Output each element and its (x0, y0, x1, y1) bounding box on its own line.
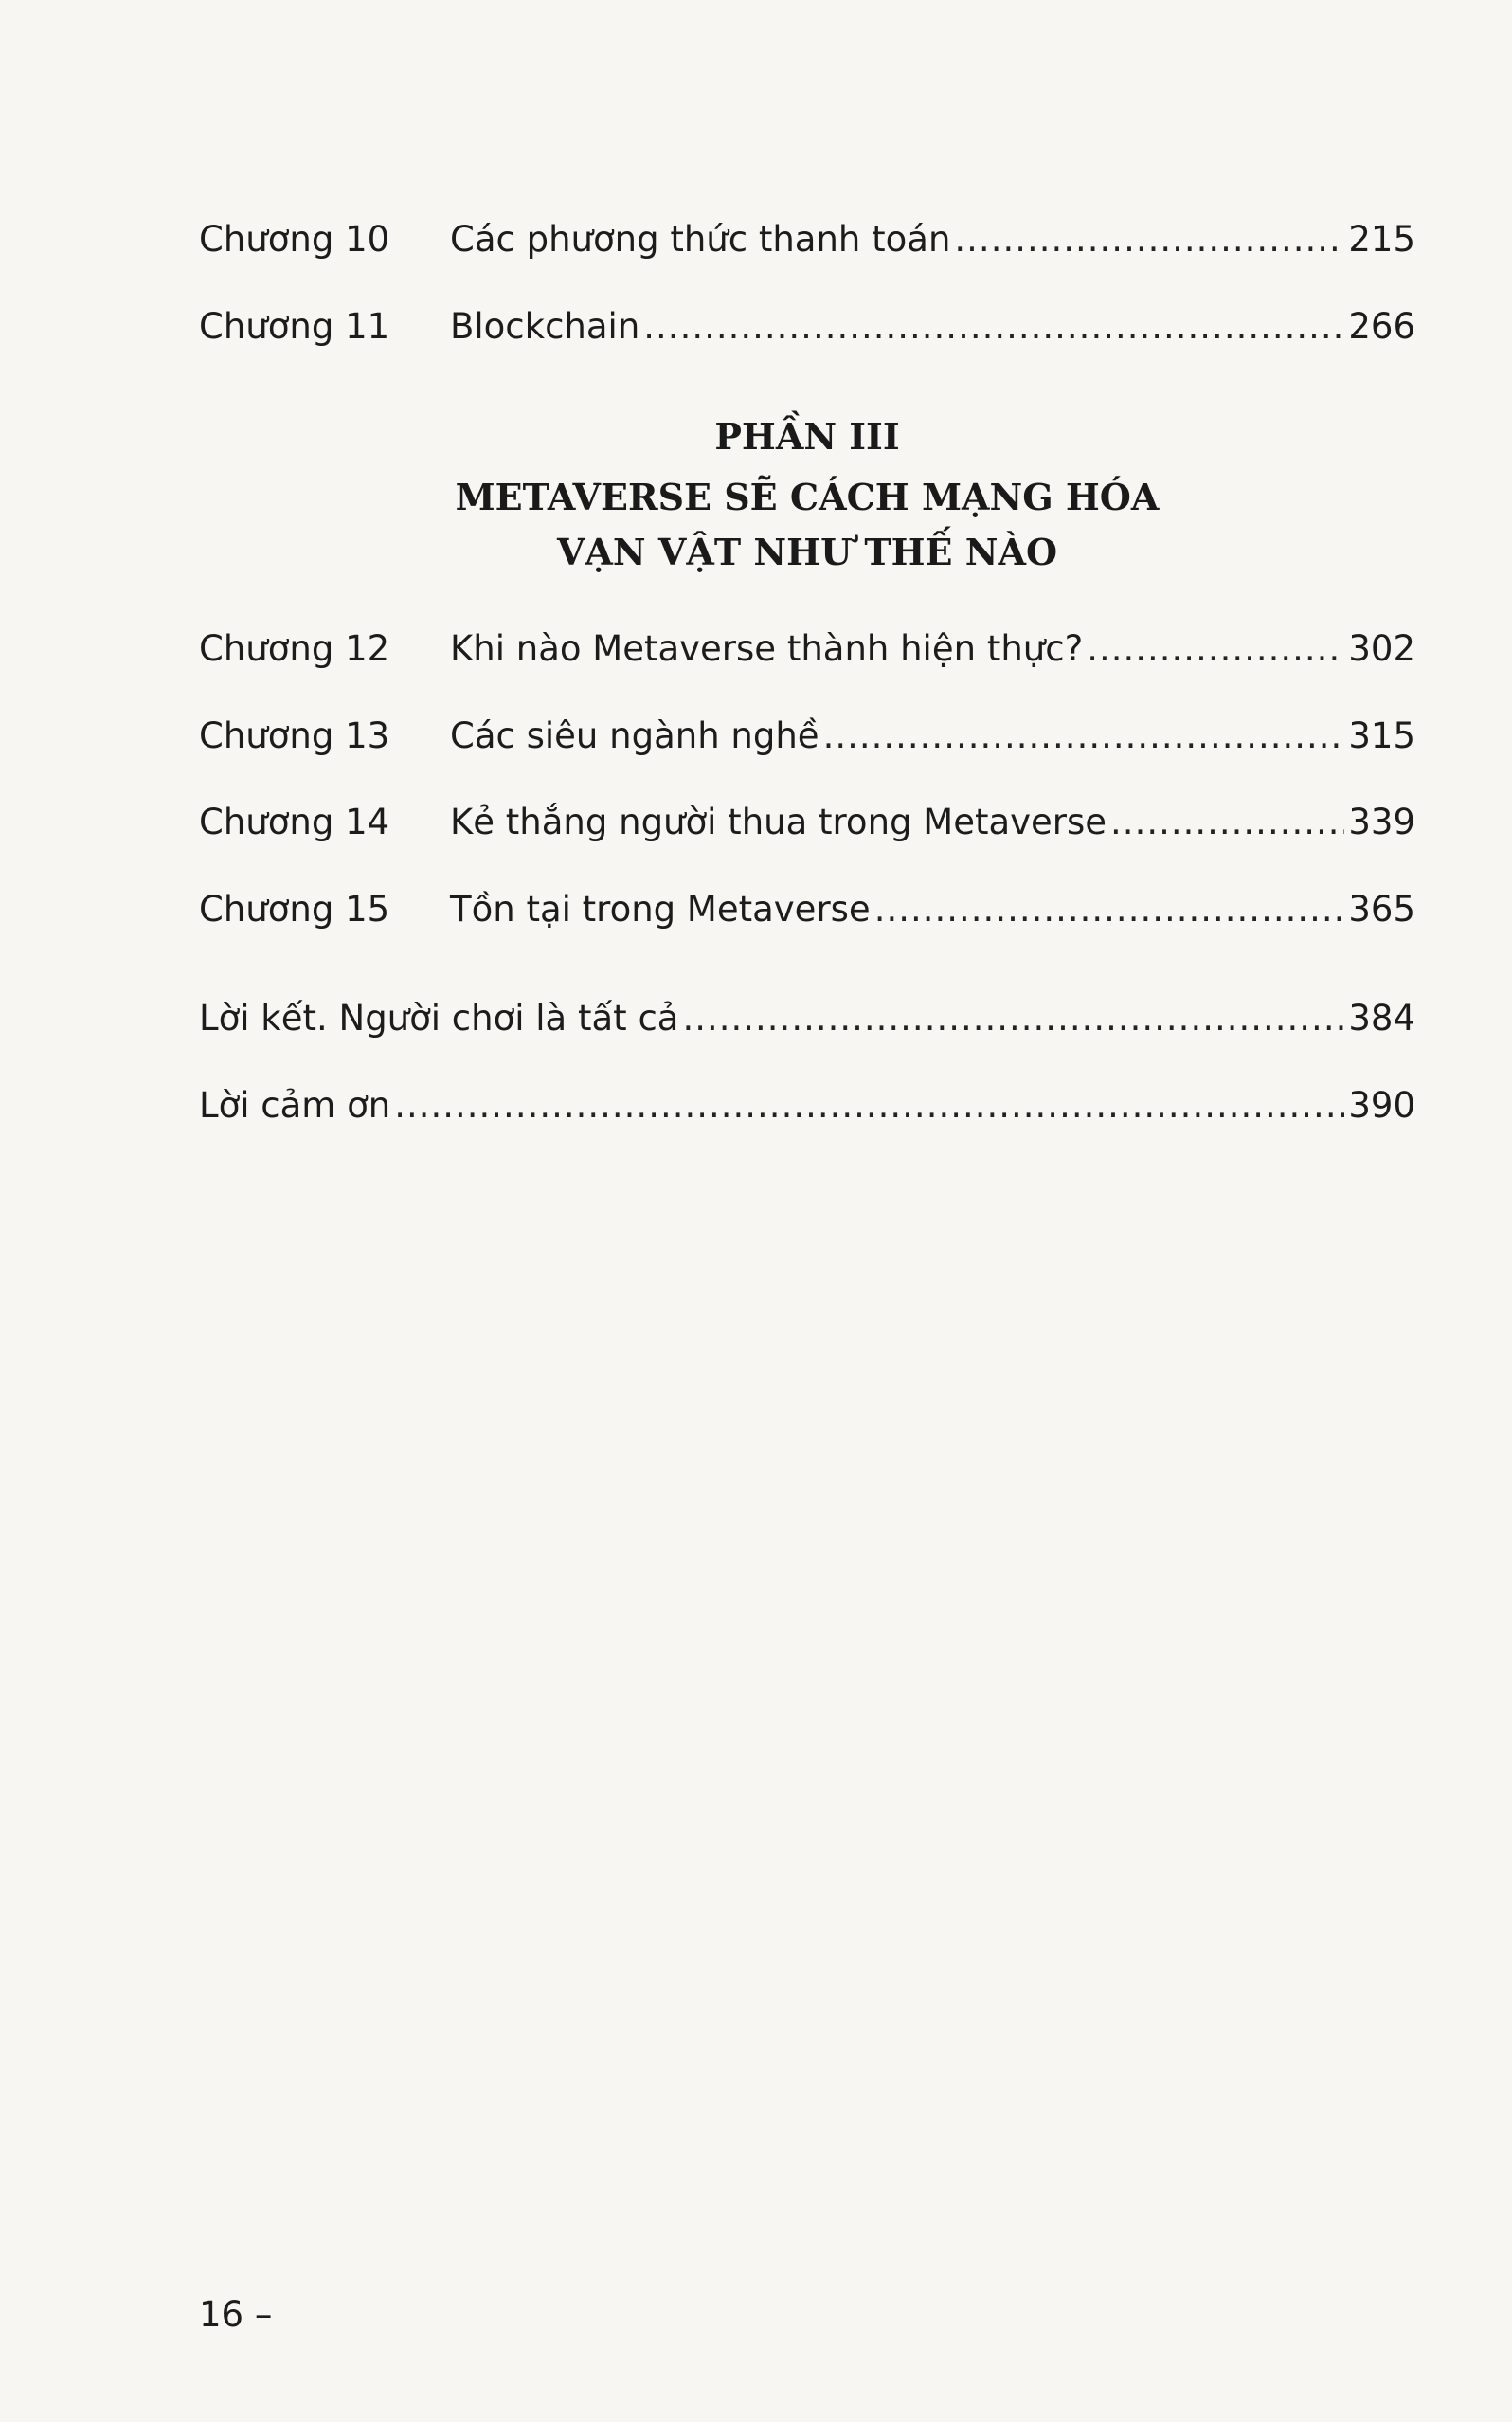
dot-leader (643, 303, 1344, 351)
entry-title: Lời kết. Người chơi là tất cả (199, 998, 679, 1039)
page-number: 266 (1348, 306, 1415, 347)
dot-leader (394, 1082, 1344, 1130)
toc-entry-chapter-11 (199, 303, 1415, 351)
page-footer-number: 16 – (199, 2294, 273, 2335)
page-number: 339 (1348, 802, 1415, 842)
chapter-title: Blockchain (450, 306, 640, 347)
chapter-label: Chương 11 (199, 306, 390, 347)
chapter-title: Kẻ thắng người thua trong Metaverse (450, 802, 1107, 842)
part-title-line-1: METAVERSE SẼ CÁCH MẠNG HÓA (455, 476, 1160, 518)
page-number: 315 (1348, 715, 1415, 756)
page-number: 384 (1348, 998, 1415, 1039)
toc-entry-epilogue (199, 995, 1415, 1042)
chapter-label: Chương 13 (199, 715, 390, 756)
chapter-label: Chương 15 (199, 889, 390, 930)
chapter-title: Các phương thức thanh toán (450, 219, 951, 260)
page-number: 302 (1348, 628, 1415, 669)
chapter-label: Chương 14 (199, 802, 390, 842)
chapter-title: Các siêu ngành nghề (450, 715, 819, 756)
chapter-title: Khi nào Metaverse thành hiện thực? (450, 628, 1084, 669)
page-number: 365 (1348, 889, 1415, 930)
dot-leader (1110, 799, 1344, 846)
toc-entry-chapter-12 (199, 625, 1415, 673)
toc-entry-chapter-14 (199, 799, 1415, 846)
chapter-label: Chương 12 (199, 628, 390, 669)
dot-leader (874, 886, 1345, 933)
toc-entry-chapter-15 (199, 886, 1415, 933)
dot-leader (823, 713, 1345, 760)
dot-leader (954, 216, 1344, 263)
dot-leader (1087, 625, 1344, 673)
chapter-title: Tồn tại trong Metaverse (450, 889, 871, 930)
dot-leader (682, 995, 1344, 1042)
toc-entry-chapter-13 (199, 713, 1415, 760)
entry-title: Lời cảm ơn (199, 1085, 391, 1126)
part-label: PHẦN III (714, 415, 900, 458)
part-title-line-2: VẠN VẬT NHƯ THẾ NÀO (556, 531, 1058, 573)
page-number: 390 (1348, 1085, 1415, 1126)
chapter-label: Chương 10 (199, 219, 390, 260)
page-number: 215 (1348, 219, 1415, 260)
toc-entry-acknowledgements (199, 1082, 1415, 1130)
toc-entry-chapter-10 (199, 216, 1415, 263)
